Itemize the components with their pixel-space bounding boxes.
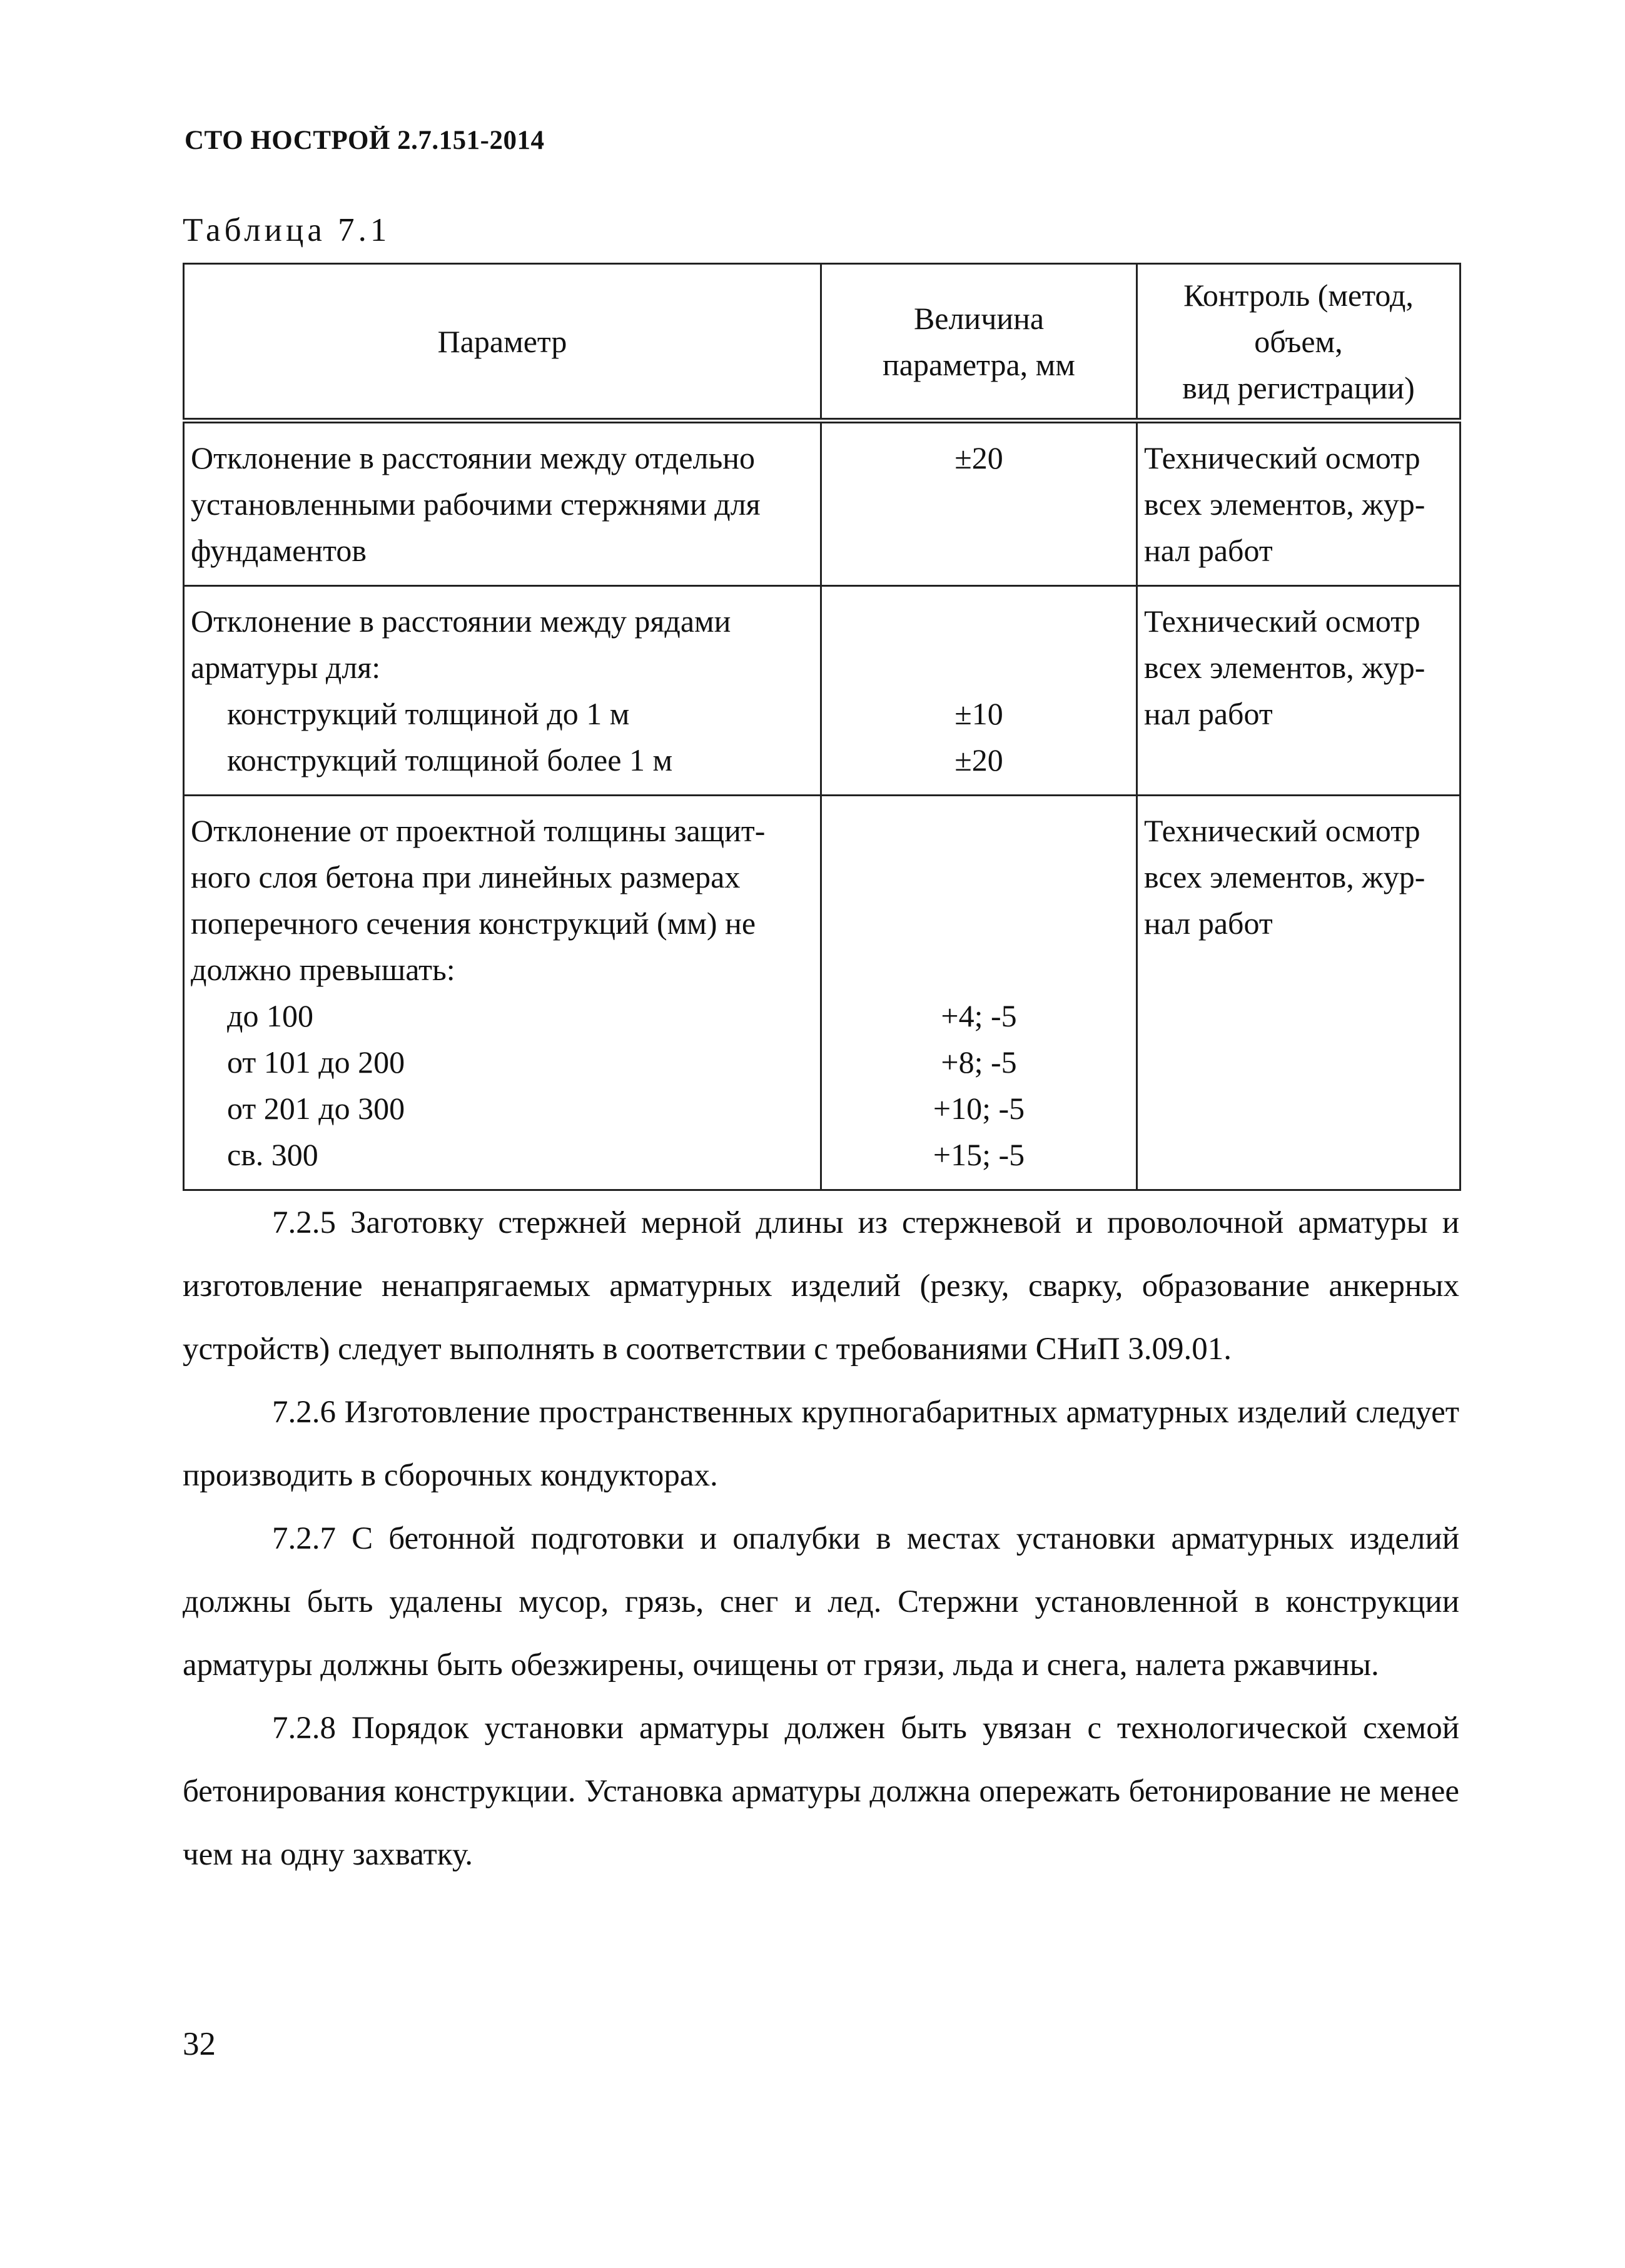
param-line: фундаментов (191, 533, 367, 568)
sub-item-label: от 201 до 300 (227, 1091, 405, 1126)
table-row (184, 421, 1460, 586)
paragraph-7-2-6: 7.2.6 Изготовление пространственных крупногабаритных арматурных изделий следует производить в сборочных кондукторах. (183, 1395, 1459, 1493)
header-control (1137, 264, 1460, 421)
value-cell (821, 796, 1137, 1190)
param-line: должно превышать: (191, 952, 455, 987)
sub-item-label: конструкций толщиной до 1 м (227, 696, 630, 731)
body-text (183, 1192, 1459, 1886)
header-line: Контроль (метод, (1183, 277, 1414, 313)
header-line: вид регистрации) (1182, 370, 1415, 405)
param-line: ного слоя бетона при линейных размерах (191, 859, 741, 894)
control-line: Технический осмотр (1144, 440, 1420, 475)
sub-item-value: +10; -5 (933, 1091, 1025, 1126)
param-cell (184, 421, 821, 586)
control-line: всех элементов, жур- (1144, 650, 1425, 685)
param-cell (184, 586, 821, 796)
paragraph-7-2-5: 7.2.5 Заготовку стержней мерной длины из стержневой и проволочной арматуры и изготовление ненапрягаемых арматурных изделий (резку, сварку, образование анкерных устройств) следует выполнять в соответствии с требованиями СНиП 3.09.01. (183, 1205, 1459, 1367)
control-line: всех элементов, жур- (1144, 859, 1425, 894)
tolerance-table (183, 263, 1461, 1191)
control-line: всех элементов, жур- (1144, 487, 1425, 522)
document-id-header: СТО НОСТРОЙ 2.7.151-2014 (185, 126, 545, 155)
param-line: Отклонение от проектной толщины защит- (191, 813, 766, 848)
sub-item-value: +15; -5 (933, 1137, 1025, 1172)
param-line: Отклонение в расстоянии между рядами (191, 604, 731, 639)
table-header-row (184, 264, 1460, 421)
sub-item-value: ±10 (954, 696, 1003, 731)
control-line: нал работ (1144, 696, 1273, 731)
value-cell (821, 421, 1137, 586)
param-cell (184, 796, 821, 1190)
control-line: Технический осмотр (1144, 813, 1420, 848)
sub-item-value: +4; -5 (941, 998, 1017, 1033)
control-line: Технический осмотр (1144, 604, 1420, 639)
header-parameter (184, 264, 821, 421)
sub-item-value: +8; -5 (941, 1045, 1017, 1080)
param-line: арматуры для: (191, 650, 381, 685)
sub-item-value: ±20 (954, 742, 1003, 777)
control-cell (1137, 586, 1460, 796)
table-row (184, 586, 1460, 796)
table-caption: Таблица 7.1 (183, 212, 391, 248)
control-line: нал работ (1144, 533, 1273, 568)
control-cell (1137, 421, 1460, 586)
paragraph-7-2-8: 7.2.8 Порядок установки арматуры должен быть увязан с технологической схемой бетонирования конструкции. Установка арматуры должна опережать бетонирование не менее чем на одну захватку. (183, 1711, 1459, 1872)
table-row (184, 796, 1460, 1190)
param-line: Отклонение в расстоянии между отдельно (191, 440, 756, 475)
header-line: объем, (1254, 323, 1343, 359)
header-line: Величина (913, 300, 1045, 336)
control-line: нал работ (1144, 906, 1273, 941)
header-line: параметра, мм (883, 347, 1075, 382)
sub-item-label: св. 300 (227, 1137, 318, 1172)
sub-item-label: конструкций толщиной более 1 м (227, 742, 673, 777)
param-line: поперечного сечения конструкций (мм) не (191, 906, 756, 941)
value-cell (821, 586, 1137, 796)
sub-item-label: от 101 до 200 (227, 1045, 405, 1080)
paragraph-7-2-7: 7.2.7 С бетонной подготовки и опалубки в местах установки арматурных изделий должны быть удалены мусор, грязь, снег и лед. Стержни установленной в конструкции арматуры должны быть обезжирены, очищены от грязи, льда и снега, налета ржавчины. (183, 1521, 1459, 1683)
header-value (821, 264, 1137, 421)
value-line: ±20 (954, 440, 1003, 475)
sub-item-label: до 100 (227, 998, 313, 1033)
control-cell (1137, 796, 1460, 1190)
page-number: 32 (183, 2026, 216, 2062)
header-line: Параметр (437, 323, 567, 359)
param-line: установленными рабочими стержнями для (191, 487, 761, 522)
